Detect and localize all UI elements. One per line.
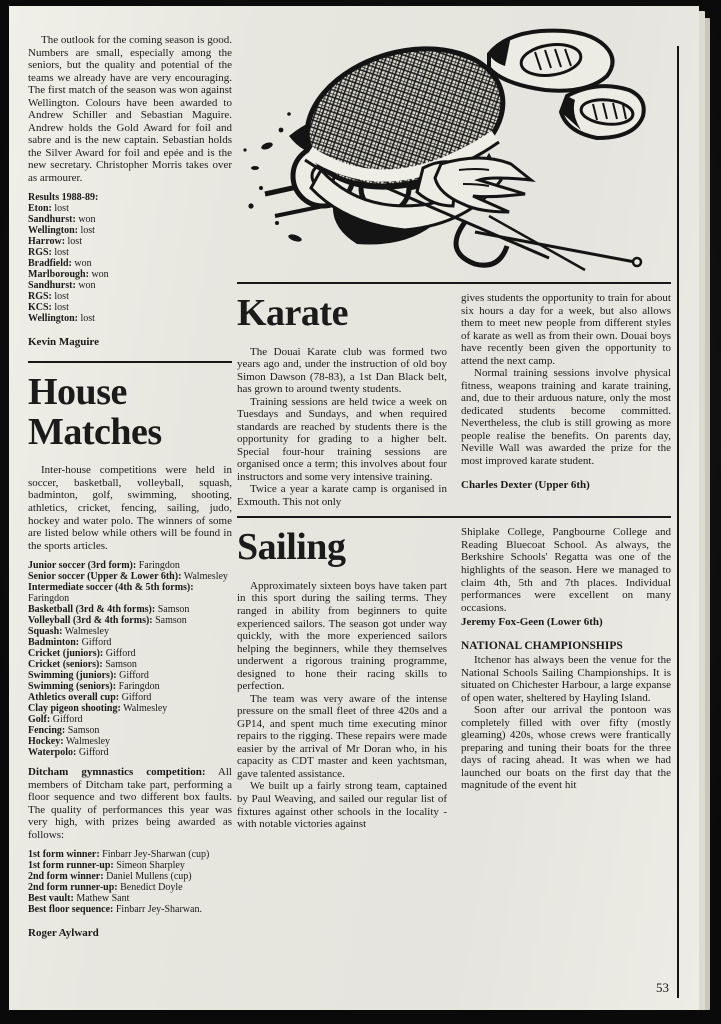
winner-row: Basketball (3rd & 4th forms): Samson <box>28 604 190 616</box>
prize-row: 1st form runner-up: Simeon Sharpley <box>28 860 185 872</box>
section-divider <box>28 361 232 363</box>
result-row: RGS: lost <box>28 247 69 259</box>
winner-row: Swimming (seniors): Faringdon <box>28 681 160 693</box>
prize-row: 2nd form runner-up: Benedict Doyle <box>28 882 183 894</box>
sailing-title: Sailing <box>237 526 346 569</box>
fencing-article-paragraph: The outlook for the coming season is good. Numbers are small, especially among the seniors, but the quality and potential of the teams we already have are very encouraging. The first match of the season was won against Wellington. Colours have been awarded to Andrew Schiller and Sebastian Maguire. Andrew holds the Gold Award for foil and sabre and is the new captain. Sebastian holds the Silver Award for foil and epée and is the new secretary. Christopher Morris takes over as armourer. <box>28 34 232 184</box>
result-row: KCS: lost <box>28 302 69 314</box>
house-matches-byline: Roger Aylward <box>28 927 99 940</box>
winner-row: Hockey: Walmesley <box>28 736 111 748</box>
fencing-glove <box>417 158 531 212</box>
winner-row: Junior soccer (3rd form): Faringdon <box>28 560 180 572</box>
winner-row: Cricket (seniors): Samson <box>28 659 137 671</box>
results-items <box>28 203 232 324</box>
right-region <box>237 18 671 831</box>
karate-paragraph: Training sessions are held twice a week on Tuesdays and Sundays, and when required standards are reached by students there is the opportunity for grading to a higher belt. Special four-hour training sessions are organised once a term; this involves about four instructors and some very intensive training. <box>237 395 447 483</box>
result-row: Sandhurst: won <box>28 280 96 292</box>
sailing-paragraph: Soon after our arrival the pontoon was completely filled with over fifty (mostly gleaming) 420s, whose crews were frantically preparing and tuning their boats for the three days of racing ahead. It was when we had launched our boats on the first day that the magnitude of the event hit <box>461 704 671 792</box>
prize-row: Best floor sequence: Finbarr Jey-Sharwan. <box>28 904 202 916</box>
winner-row: Fencing: Samson <box>28 725 100 737</box>
result-row: Sandhurst: won <box>28 214 96 226</box>
karate-paragraph: gives students the opportunity to train for about six hours a day for a week, but also allows them to meet new people from different styles of karate as well as from their own. Douai boys have recently been given the opportunity to attend the next camp. <box>461 292 671 367</box>
winner-row: Clay pigeon shooting: Walmesley <box>28 703 168 715</box>
winner-row: Waterpolo: Gifford <box>28 747 109 759</box>
sailing-paragraph: Approximately sixteen boys have taken part in this sport during the sailing terms. They ranged in ability from beginners to quite experienced sailors. The season got under way quickly, with the more experienced sailors helping the beginners, while they themselves underwent a rigorous training programme, designed to hone their racing skills to perfection. <box>237 579 447 693</box>
winner-row: Athletics overall cup: Gifford <box>28 692 152 704</box>
left-column <box>28 34 232 939</box>
winners-items <box>28 560 232 758</box>
winner-row: Cricket (juniors): Gifford <box>28 648 136 660</box>
prize-items <box>28 849 232 915</box>
sailing-column-2 <box>461 526 671 830</box>
winner-row: Squash: Walmesley <box>28 626 109 638</box>
karate-title: Karate <box>237 292 348 334</box>
result-row: Harrow: lost <box>28 236 82 248</box>
house-matches-intro: Inter-house competitions were held in soccer, basketball, volleyball, squash, badminton, golf, swimming, shooting, athletics, cricket, fencing, sailing, judo, hockey and water polo. The winners of some are listed below while others will be found in the sports articles. <box>28 464 232 552</box>
right-margin-rule <box>677 46 679 998</box>
karate-paragraph: The Douai Karate club was formed two years ago and, under the instruction of old boy Simon Dawson (78-83), a 1st Dan Black belt, has grown to around twenty students. <box>237 345 447 396</box>
fencing-equipment-illustration <box>237 18 647 274</box>
karate-paragraph: Normal training sessions involve physical fitness, weapons training and karate training, and, due to their arduous nature, only the most dedicated students become committed. Nevertheless, the club is still growing as more people realise the benefits. On parents day, Neville Wall was awarded the prize for the most improved karate student. <box>461 367 671 467</box>
ditcham-text: All members of Ditcham take part, performing a floor sequence and two different box faults. The quality of performances this year was very high, with prizes being awarded as follows: <box>28 766 232 841</box>
karate-column-2 <box>461 292 671 508</box>
house-matches-title: House Matches <box>28 371 162 453</box>
result-row: Wellington: lost <box>28 225 95 237</box>
result-row: RGS: lost <box>28 291 69 303</box>
winner-row: Volleyball (3rd & 4th forms): Samson <box>28 615 187 627</box>
result-row: Bradfield: won <box>28 258 92 270</box>
sailing-paragraph: Shiplake College, Pangbourne College and Reading Bluecoat School. As always, the Berkshire Schools' Regatta was one of the highlights of the season. Here we managed to claim 4th, 5th and 7th places. Individual performances were excellent on many occasions. <box>461 526 671 614</box>
sailing-column-1 <box>237 526 447 830</box>
karate-section <box>237 282 671 508</box>
house-winners-list <box>28 560 232 758</box>
blade-tip-button <box>633 258 641 266</box>
karate-column-1 <box>237 292 447 508</box>
ditcham-paragraph <box>28 766 232 841</box>
national-championships-heading: NATIONAL CHAMPIONSHIPS <box>461 640 623 653</box>
magazine-page <box>9 6 699 1010</box>
fencing-shoes <box>489 31 644 138</box>
sailing-paragraph: The team was very aware of the intense pressure on the small fleet of three 420s and a GP14, and spent much time executing minor repairs to the rigging. These repairs were made easier by the arrival of Mr Doran who, in his capacity as CDT master and keen yachtsman, gave talented assistance. <box>237 692 447 780</box>
sailing-section <box>237 516 671 830</box>
prize-row: Best vault: Mathew Sant <box>28 893 130 905</box>
winner-row: Swimming (juniors): Gifford <box>28 670 149 682</box>
ditcham-prizes-list <box>28 849 232 915</box>
page-number: 53 <box>656 980 669 995</box>
prize-row: 2nd form winner: Daniel Mullens (cup) <box>28 871 192 883</box>
sailing-byline: Jeremy Fox-Geen (Lower 6th) <box>461 616 603 629</box>
foil-blade <box>489 216 585 270</box>
ditcham-heading: Ditcham gymnastics competition: <box>28 766 206 779</box>
fencing-illustration-svg <box>237 18 647 274</box>
sailing-paragraph: We built up a fairly strong team, captained by Paul Weaving, and sailed our regular list of fixtures against other schools in the locality - with notable victories against <box>237 780 447 831</box>
prize-row: 1st form winner: Finbarr Jey-Sharwan (cup) <box>28 849 210 861</box>
winner-row: Senior soccer (Upper & Lower 6th): Walmesley <box>28 571 228 583</box>
results-heading: Results 1988-89: <box>28 192 99 204</box>
result-row: Wellington: lost <box>28 313 95 325</box>
fencing-byline: Kevin Maguire <box>28 336 99 349</box>
winner-row: Golf: Gifford <box>28 714 83 726</box>
winner-row: Intermediate soccer (4th & 5th forms): Faringdon <box>28 582 194 605</box>
sailing-paragraph: Itchenor has always been the venue for the National Schools Sailing Championships. It is situated on Chichester Harbour, a large expanse of open water, sheltered by Hayling Island. <box>461 654 671 704</box>
result-row: Marlborough: won <box>28 269 109 281</box>
fencing-results-list <box>28 192 232 324</box>
karate-paragraph: Twice a year a karate camp is organised in Exmouth. This not only <box>237 483 447 508</box>
result-row: Eton: lost <box>28 203 69 215</box>
karate-byline: Charles Dexter (Upper 6th) <box>461 479 590 492</box>
winner-row: Badminton: Gifford <box>28 637 112 649</box>
